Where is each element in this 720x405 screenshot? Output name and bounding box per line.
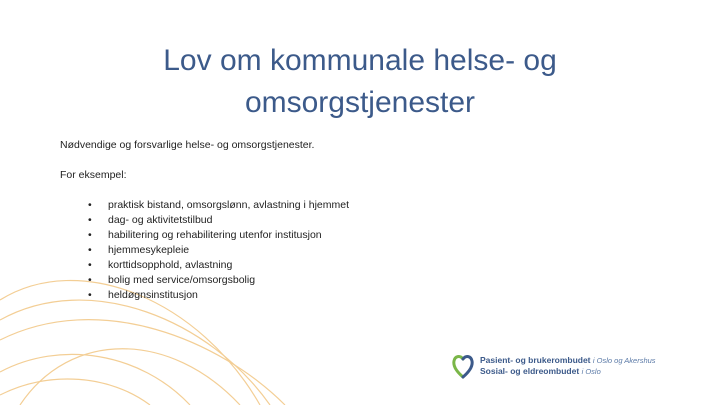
logo-line2-main: Sosial- og eldreombudet <box>480 366 580 376</box>
list-item: • bolig med service/omsorgsbolig <box>88 273 349 288</box>
list-item: • dag- og aktivitetstilbud <box>88 213 349 228</box>
list-item: • praktisk bistand, omsorgslønn, avlastning i hjemmet <box>88 198 349 213</box>
logo-line2-sub: i Oslo <box>581 367 601 376</box>
intro-text: Nødvendige og forsvarlige helse- og omsorgstjenester. <box>60 139 315 151</box>
heart-shield-icon <box>452 353 474 379</box>
title-line-2: omsorgstjenester <box>244 86 476 119</box>
service-list <box>88 198 349 303</box>
slide-title <box>60 40 660 124</box>
example-label: For eksempel: <box>60 169 127 181</box>
list-item: • korttidsopphold, avlastning <box>88 258 349 273</box>
list-item: • habilitering og rehabilitering utenfor institusjon <box>88 228 349 243</box>
ombudet-logo <box>452 353 656 379</box>
logo-text <box>480 355 656 377</box>
logo-line1-sub: i Oslo og Akershus <box>592 356 656 365</box>
list-item: • hjemmesykepleie <box>88 243 349 258</box>
title-line-1: Lov om kommunale helse- og <box>163 44 557 77</box>
logo-line1-main: Pasient- og brukerombudet <box>480 355 591 365</box>
list-item: • heldøgnsinstitusjon <box>88 288 349 303</box>
